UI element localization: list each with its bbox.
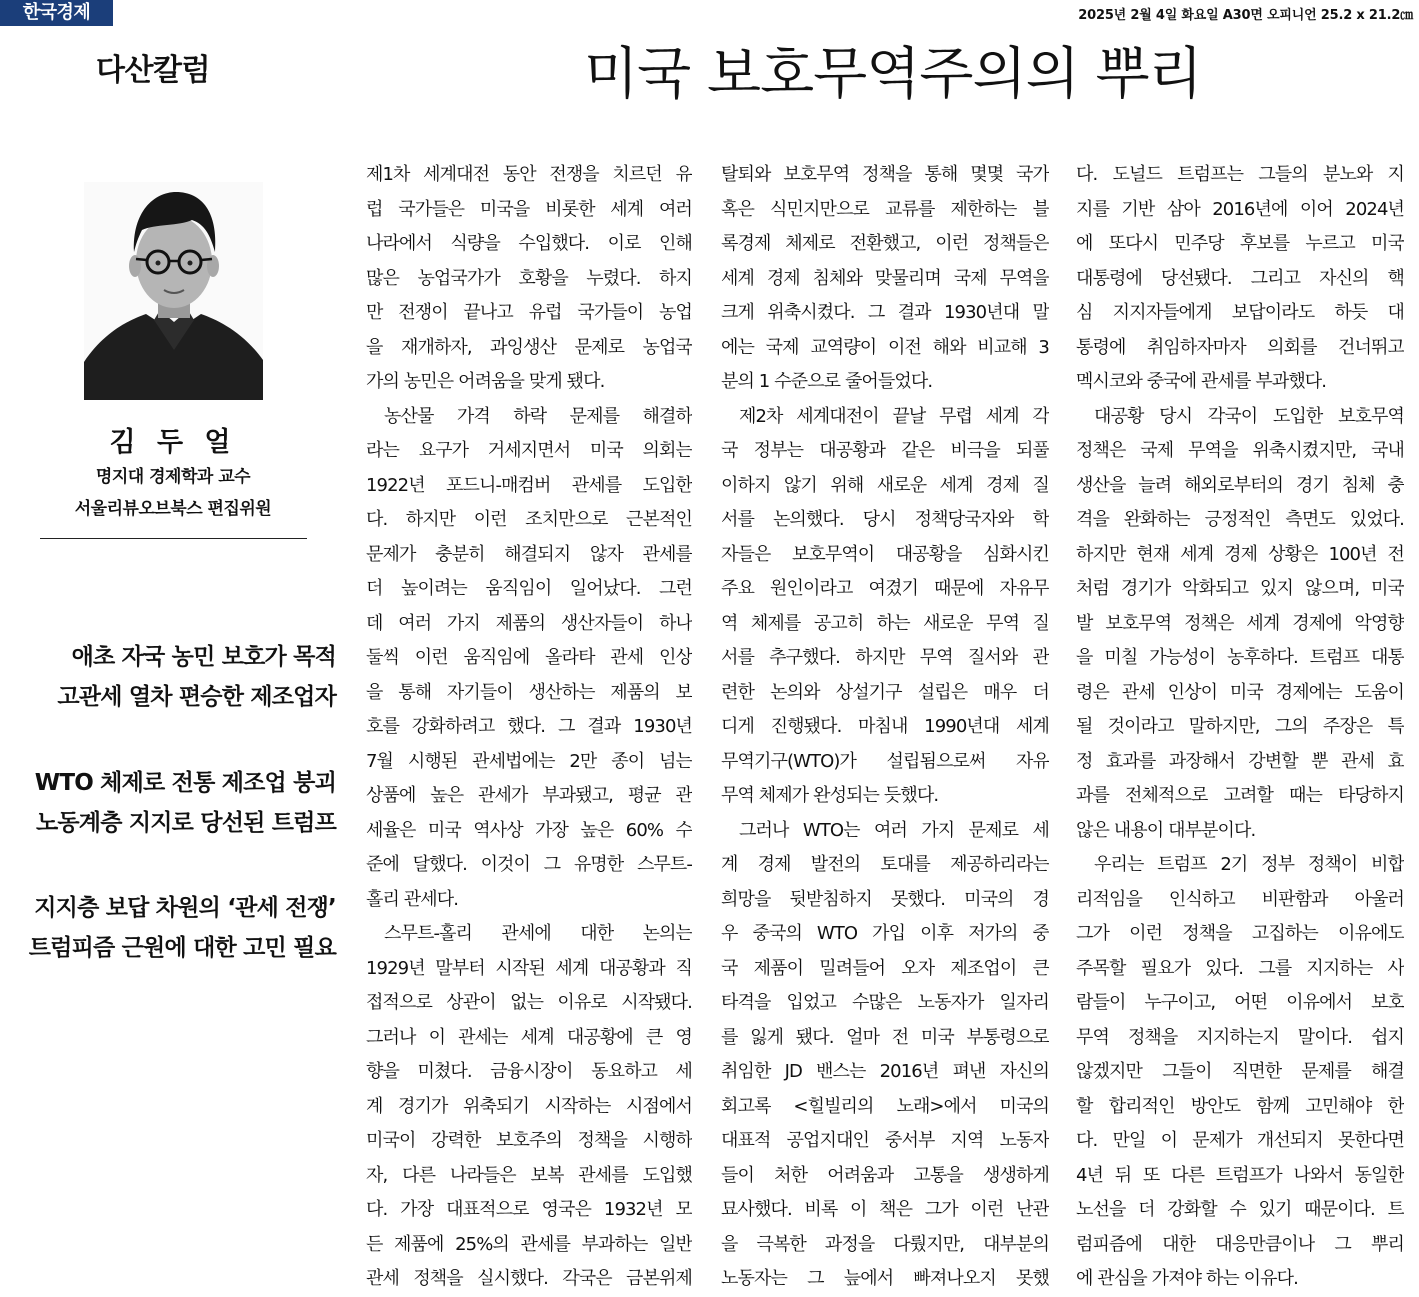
author-role: 서울리뷰오브북스 편집위원: [74, 499, 272, 519]
article-line: 주요 원인이라고 여겼기 때문에 자유무: [721, 578, 1049, 599]
summary-line: 지지층 보답 차원의 ‘관세 전쟁’: [34, 895, 336, 921]
article-line: 무역기구(WTO)가 설립됨으로써 자유: [721, 750, 1049, 772]
article-line: 향을 미쳤다. 금융시장이 동요하고 세: [366, 1061, 692, 1082]
article-line: 관세 정책을 실시했다. 각국은 금본위제: [366, 1268, 692, 1289]
article-line: 령은 관세 인상이 미국 경제에는 도움이: [1076, 681, 1404, 703]
article-line: 제1차 세계대전 동안 전쟁을 치르던 유: [366, 164, 692, 185]
article-line: 다. 도널드 트럼프는 그들의 분노와 지: [1076, 164, 1404, 185]
article-line: 정 효과를 과장해서 강변할 뿐 관세 효: [1076, 750, 1404, 772]
article-line: 을 극복한 과정을 다뤘지만, 대부분의: [721, 1233, 1049, 1255]
article-line: 만 전쟁이 끝나고 유럽 국가들이 농업: [366, 302, 692, 323]
article-line: 에 또다시 민주당 후보를 누르고 미국: [1076, 233, 1404, 254]
article-line: 문제가 충분히 해결되지 않자 관세를: [366, 543, 692, 565]
article-line: 서를 추구했다. 하지만 무역 질서와 관: [721, 647, 1049, 668]
summary-line: 애초 자국 농민 보호가 목적: [71, 644, 336, 670]
article-line: 다. 가장 대표적으로 영국은 1932년 모: [366, 1199, 692, 1220]
article-line: 정책은 국제 무역을 위축시켰지만, 국내: [1076, 440, 1404, 461]
article-line: 회고록 <힐빌리의 노래>에서 미국의: [721, 1095, 1049, 1117]
article-line: 라는 요구가 거세지면서 미국 의회는: [366, 440, 692, 461]
article-line: 1922년 포드니-매컴버 관세를 도입한: [366, 474, 692, 496]
article-line: 생산을 늘려 해외로부터의 경기 침체 충: [1076, 474, 1404, 496]
article-line: 데 여러 가지 제품의 생산자들이 하나: [366, 612, 692, 634]
article-line: 자들은 보호무역이 대공황을 심화시킨: [721, 543, 1049, 565]
article-line: 우 중국의 WTO 가입 이후 저가의 중: [721, 923, 1049, 944]
column-name: 다산칼럼: [96, 53, 210, 88]
article-line: 주목할 필요가 있다. 그를 지지하는 사: [1076, 957, 1404, 979]
article-line: 희망을 뒷받침하지 못했다. 미국의 경: [721, 888, 1049, 910]
article-line: 그러나 WTO는 여러 가지 문제로 세: [739, 819, 1049, 841]
article-line: 계 경제 발전의 토대를 제공하리라는: [721, 854, 1049, 875]
summary-line: 트럼피즘 근원에 대한 고민 필요: [28, 935, 336, 961]
article-line: 혹은 식민지만으로 교류를 제한하는 블: [721, 198, 1049, 220]
article-line: 계 경기가 위축되기 시작하는 시점에서: [366, 1095, 692, 1117]
article-line: 과를 전체적으로 고려할 때는 타당하지: [1076, 785, 1404, 806]
article-line: 더 높이려는 움직임이 일어났다. 그런: [366, 578, 692, 599]
article-line: 될 것이라고 말하지만, 그의 주장은 특: [1076, 716, 1404, 737]
article-line: 럽 국가들은 미국을 비롯한 세계 여러: [366, 198, 692, 220]
article-line: 둘씩 이런 움직임에 올라타 관세 인상: [366, 647, 692, 668]
article-line: 심 지지자들에게 보답이라도 하듯 대: [1076, 302, 1404, 323]
summary-block-2: [35, 763, 336, 843]
article-column-3: [1076, 158, 1404, 1297]
article-line: 묘사했다. 비록 이 책은 그가 이런 난관: [721, 1199, 1049, 1220]
summary-line: WTO 체제로 전통 제조업 붕괴: [34, 770, 336, 796]
article-line: 홀리 관세다.: [366, 888, 459, 910]
article-line: 서를 논의했다. 당시 정책당국자와 학: [721, 509, 1049, 530]
summary-line: 노동계층 지지로 당선된 트럼프: [35, 810, 336, 836]
article-line: 를 잃게 됐다. 얼마 전 미국 부통령으로: [721, 1026, 1049, 1048]
publication-info: 2025년 2월 4일 화요일 A30면 오피니언 25.2 x 21.2㎝: [1078, 8, 1413, 23]
article-line: 발 보호무역 정책은 세계 경제에 악영향: [1076, 612, 1404, 634]
article-line: 노선을 더 강화할 수 있기 때문이다. 트: [1076, 1199, 1404, 1220]
article-line: 다. 만일 이 문제가 개선되지 못한다면: [1076, 1130, 1404, 1151]
article-line: 타격을 입었고 수많은 노동자가 일자리: [721, 992, 1049, 1013]
article-line: 농산물 가격 하락 문제를 해결하: [384, 405, 692, 427]
article-line: 접적으로 상관이 없는 이유로 시작됐다.: [366, 992, 692, 1013]
article-line: 호를 강화하려고 했다. 그 결과 1930년: [366, 716, 692, 737]
article-column-1: [366, 158, 692, 1297]
article-line: 무역 정책을 지지하는지 말이다. 쉽지: [1076, 1026, 1404, 1048]
article-line: 대통령에 당선됐다. 그리고 자신의 핵: [1076, 267, 1404, 289]
article-line: 가의 농민은 어려움을 맞게 됐다.: [366, 371, 605, 392]
article-line: 우리는 트럼프 2기 정부 정책이 비합: [1094, 854, 1404, 875]
article-line: 멕시코와 중국에 관세를 부과했다.: [1076, 371, 1327, 392]
author-divider: [40, 538, 307, 539]
article-line: 제2차 세계대전이 끝날 무렵 세계 각: [739, 405, 1049, 427]
article-line: 국 정부는 대공황과 같은 비극을 되풀: [721, 440, 1049, 461]
article-line: 대표적 공업지대인 중서부 지역 노동자: [721, 1130, 1049, 1151]
article-line: 미국이 강력한 보호주의 정책을 시행하: [366, 1130, 692, 1151]
article-line: 록경제 체제로 전환했고, 이런 정책들은: [721, 233, 1049, 254]
article-line: 지를 기반 삼아 2016년에 이어 2024년: [1076, 198, 1404, 220]
article-line: 그러나 이 관세는 세계 대공황에 큰 영: [366, 1026, 692, 1048]
article-line: 많은 농업국가가 호황을 누렸다. 하지: [366, 267, 692, 289]
article-line: 탈퇴와 보호무역 정책을 통해 몇몇 국가: [721, 164, 1049, 185]
article-line: 않겠지만 그들이 직면한 문제를 해결: [1076, 1061, 1404, 1082]
article-line: 리적임을 인식하고 비판함과 아울러: [1076, 888, 1404, 910]
article-line: 할 합리적인 방안도 함께 고민해야 한: [1076, 1095, 1404, 1117]
author-photo: [84, 182, 263, 400]
article-line: 스무트-홀리 관세에 대한 논의는: [384, 923, 692, 944]
article-line: 역 체제를 공고히 하는 새로운 무역 질: [721, 612, 1049, 634]
article-line: 련한 논의와 상설기구 설립은 매우 더: [721, 681, 1049, 703]
article-line: 크게 위축시켰다. 그 결과 1930년대 말: [721, 302, 1049, 323]
article-line: 든 제품에 25%의 관세를 부과하는 일반: [366, 1233, 692, 1255]
article-line: 다. 하지만 이런 조치만으로 근본적인: [366, 509, 692, 530]
article-line: 1929년 말부터 시작된 세계 대공황과 직: [366, 957, 692, 979]
article-line: 취임한 JD 밴스는 2016년 펴낸 자신의: [721, 1061, 1049, 1082]
article-line: 하지만 현재 세계 경제 상황은 100년 전: [1076, 543, 1404, 565]
article-line: 들이 처한 어려움과 고통을 생생하게: [721, 1164, 1049, 1186]
author-name: 김 두 얼: [109, 427, 237, 458]
article-line: 자, 다른 나라들은 보복 관세를 도입했: [366, 1164, 692, 1186]
article-line: 7월 시행된 관세법에는 2만 종이 넘는: [366, 750, 692, 772]
article-line: 세계 경제 침체와 맞물리며 국제 무역을: [721, 267, 1049, 289]
article-line: 분의 1 수준으로 줄어들었다.: [721, 371, 933, 392]
article-line: 않은 내용이 대부분이다.: [1076, 819, 1256, 841]
article-line: 나라에서 식량을 수입했다. 이로 인해: [366, 233, 692, 254]
article-line: 세율은 미국 역사상 가장 높은 60% 수: [366, 819, 692, 841]
newspaper-name-badge: 한국경제: [0, 0, 113, 26]
article-line: 럼피즘에 대한 대응만큼이나 그 뿌리: [1076, 1233, 1404, 1255]
summary-block-1: [57, 637, 336, 717]
author-affiliation: 명지대 경제학과 교수: [95, 467, 251, 487]
article-line: 통령에 취임하자마자 의회를 건너뛰고: [1076, 336, 1404, 358]
headline: 미국 보호무역주의의 뿌리: [584, 42, 1202, 107]
article-line: 그가 이런 정책을 고집하는 이유에도: [1076, 923, 1404, 944]
article-line: 4년 뒤 또 다른 트럼프가 나와서 동일한: [1076, 1164, 1404, 1186]
article-line: 준에 달했다. 이것이 그 유명한 스무트-: [366, 854, 692, 875]
summary-line: 고관세 열차 편승한 제조업자: [57, 684, 336, 710]
article-line: 디게 진행됐다. 마침내 1990년대 세계: [721, 716, 1049, 737]
summary-block-3: [29, 888, 336, 968]
article-line: 노동자는 그 늪에서 빠져나오지 못했: [721, 1268, 1049, 1289]
article-line: 격을 완화하는 긍정적인 측면도 있었다.: [1076, 509, 1404, 530]
article-line: 을 미칠 가능성이 농후하다. 트럼프 대통: [1076, 647, 1404, 668]
article-line: 을 통해 자기들이 생산하는 제품의 보: [366, 681, 692, 703]
article-line: 무역 체제가 완성되는 듯했다.: [721, 785, 939, 806]
article-line: 이하지 않기 위해 새로운 세계 경제 질: [721, 474, 1049, 496]
article-line: 을 재개하자, 과잉생산 문제로 농업국: [366, 336, 692, 358]
article-line: 에는 국제 교역량이 이전 해와 비교해 3: [721, 336, 1049, 358]
article-line: 국 제품이 밀려들어 오자 제조업이 큰: [721, 957, 1049, 979]
article-line: 상품에 높은 관세가 부과됐고, 평균 관: [366, 785, 692, 806]
article-column-2: [721, 158, 1049, 1297]
article-line: 에 관심을 가져야 하는 이유다.: [1076, 1268, 1298, 1289]
article-line: 람들이 누구이고, 어떤 이유에서 보호: [1076, 992, 1404, 1013]
article-line: 처럼 경기가 악화되고 있지 않으며, 미국: [1076, 578, 1404, 599]
article-line: 대공황 당시 각국이 도입한 보호무역: [1094, 405, 1404, 427]
